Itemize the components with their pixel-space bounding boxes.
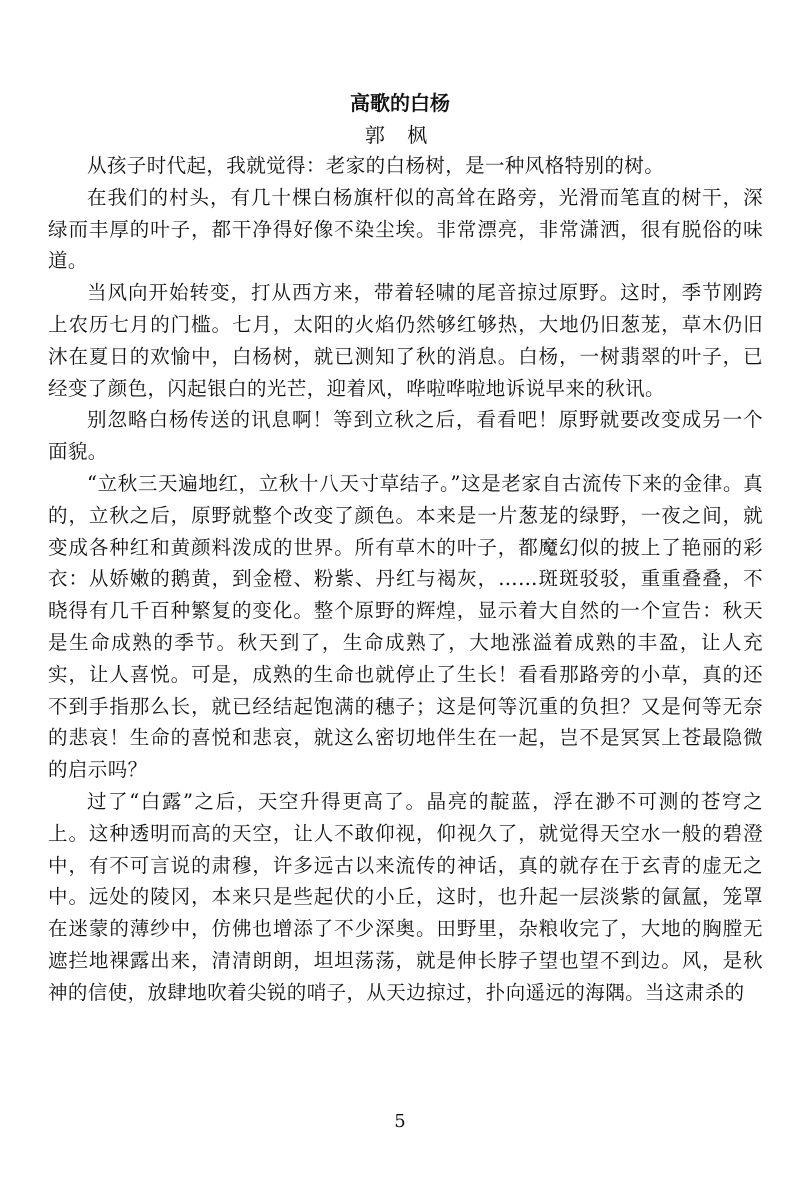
paragraph-4: 别忽略白杨传送的讯息啊！等到立秋之后，看看吧！原野就要改变成另一个面貌。: [48, 408, 763, 464]
article-body: [48, 150, 763, 1009]
page-number: 5: [394, 1111, 406, 1132]
author-name: 郭 枫: [364, 123, 436, 147]
paragraph-6: 过了“白露”之后，天空升得更高了。晶亮的靛蓝，浮在渺不可测的苍穹之上。这种透明而高的天空，让人不敢仰视，仰视久了，就觉得天空水一般的碧澄中，有不可言说的肃穆，许多远古以来流传的神话，真的就存在于玄青的虚无之中。远处的陵冈，本来只是些起伏的小丘，这时，也升起一层淡紫的氤氲，笼罩在迷蒙的薄纱中，仿佛也增添了不少深奥。田野里，杂粮收完了，大地的胸膛无遮拦地裸露出来，清清朗朗，坦坦荡荡，就是伸长脖子望也望不到边。风，是秋神的信使，放肆地吹着尖锐的哨子，从天边掠过，扑向遥远的海隅。当这肃杀的: [48, 789, 763, 1004]
paragraph-2: 在我们的村头，有几十棵白杨旗杆似的高耸在路旁，光滑而笔直的树干，深绿而丰厚的叶子，都干净得好像不染尘埃。非常漂亮，非常潇洒，很有脱俗的味道。: [48, 185, 763, 273]
paragraph-3: 当风向开始转变，打从西方来，带着轻啸的尾音掠过原野。这时，季节刚跨上农历七月的门槛。七月，太阳的火焰仍然够红够热，大地仍旧葱茏，草木仍旧沐在夏日的欢愉中，白杨树，就已测知了秋的消息。白杨，一树翡翠的叶子，已经变了颜色，闪起银白的光芒，迎着风，哗啦哗啦地诉说早来的秋讯。: [48, 281, 763, 400]
paragraph-5: “立秋三天遍地红，立秋十八天寸草结子。”这是老家自古流传下来的金律。真的，立秋之后，原野就整个改变了颜色。本来是一片葱茏的绿野，一夜之间，就变成各种红和黄颜料泼成的世界。所有草木的叶子，都魔幻似的披上了艳丽的彩衣：从娇嫩的鹅黄，到金橙、粉紫、丹红与褐灰，……斑斑驳驳，重重叠叠，不晓得有几千百种繁复的变化。整个原野的辉煌，显示着大自然的一个宣告：秋天是生命成熟的季节。秋天到了，生命成熟了，大地涨溢着成熟的丰盈，让人充实，让人喜悦。可是，成熟的生命也就停止了生长！看看那路旁的小草，真的还不到手指那么长，就已经结起饱满的穗子；这是何等沉重的负担？又是何等无奈的悲哀！生命的喜悦和悲哀，就这么密切地伴生在一起，岂不是冥冥上苍最隐微的启示吗？: [48, 471, 763, 782]
paragraph-1: 从孩子时代起，我就觉得：老家的白杨树，是一种风格特别的树。: [87, 154, 665, 177]
article-title: 高歌的白杨: [350, 91, 450, 115]
